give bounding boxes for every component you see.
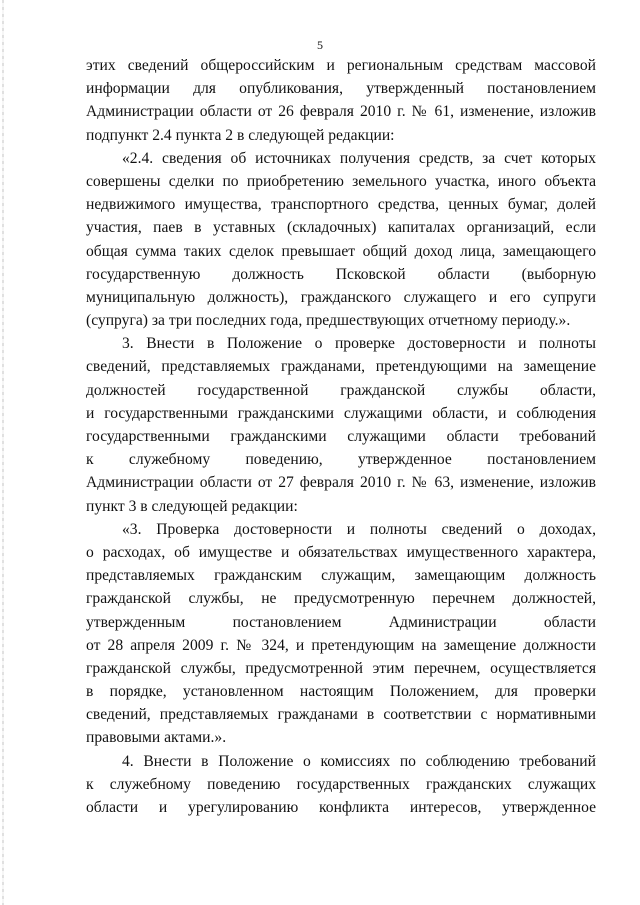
text-line: участия, паев в уставных (складочных) капиталах организаций, если bbox=[86, 219, 596, 237]
text-line: государственными гражданскими служащими области требований bbox=[86, 428, 596, 445]
text-line: области и урегулированию конфликта интересов, утвержденное bbox=[86, 799, 596, 816]
document-body bbox=[86, 54, 596, 819]
text-line: общая сумма таких сделок превышает общий доход лица, замещающего bbox=[86, 242, 596, 260]
text-line: информации для опубликования, утвержденный постановлением bbox=[86, 80, 596, 98]
paragraph bbox=[86, 54, 596, 147]
page-number: 5 bbox=[317, 38, 323, 52]
text-line: Администрации области от 27 февраля 2010 г. № 63, изменение, изложив bbox=[86, 474, 596, 492]
text-line: гражданской службы, не предусмотренную перечнем должностей, bbox=[86, 590, 596, 608]
text-line: к служебному поведению, утвержденное постановлением bbox=[86, 451, 596, 469]
text-line: сведений, представляемых гражданами, претендующими на замещение bbox=[86, 358, 596, 376]
text-line: к служебному поведению государственных гражданских служащих bbox=[86, 775, 596, 793]
text-line: правовыми актами.». bbox=[86, 729, 227, 747]
text-line: гражданской службы, предусмотренной этим перечнем, осуществляется bbox=[86, 659, 596, 677]
text-line: подпункт 2.4 пункта 2 в следующей редакции: bbox=[86, 126, 395, 144]
scan-edge-artifact bbox=[2, 0, 4, 905]
paragraph bbox=[86, 518, 596, 750]
text-line: пункт 3 в следующей редакции: bbox=[86, 497, 298, 515]
text-line: совершены сделки по приобретению земельного участка, иного объекта bbox=[86, 172, 596, 190]
paragraph bbox=[86, 332, 596, 518]
text-line: (супруга) за три последних года, предшествующих отчетному периоду.». bbox=[86, 312, 571, 330]
paragraph bbox=[86, 147, 596, 333]
paragraph bbox=[86, 750, 596, 820]
text-line: недвижимого имущества, транспортного средства, ценных бумаг, долей bbox=[86, 196, 596, 214]
text-line: представляемых гражданским служащим, замещающим должность bbox=[86, 567, 596, 585]
text-line: утвержденным постановлением Администрации области bbox=[86, 613, 596, 631]
text-line: от 28 апреля 2009 г. № 324, и претендующим на замещение должности bbox=[86, 636, 596, 654]
text-line: 4. Внести в Положение о комиссиях по соблюдению требований bbox=[122, 752, 596, 770]
text-line: «2.4. сведения об источниках получения средств, за счет которых bbox=[122, 149, 596, 167]
text-line: и государственными гражданскими служащими области, и соблюдения bbox=[86, 404, 596, 422]
text-line: должностей государственной гражданской службы области, bbox=[86, 381, 596, 399]
text-line: этих сведений общероссийским и региональным средствам массовой bbox=[86, 57, 596, 74]
text-line: Администрации области от 26 февраля 2010 г. № 61, изменение, изложив bbox=[86, 103, 596, 121]
text-line: о расходах, об имуществе и обязательствах имущественного характера, bbox=[86, 543, 596, 561]
text-line: «3. Проверка достоверности и полноты сведений о доходах, bbox=[122, 520, 596, 538]
text-line: в порядке, установленном настоящим Положением, для проверки bbox=[86, 683, 596, 701]
text-line: государственную должность Псковской области (выборную bbox=[86, 265, 596, 283]
text-line: муниципальную должность), гражданского служащего и его супруги bbox=[86, 288, 596, 306]
text-line: сведений, представляемых гражданами в соответствии с нормативными bbox=[86, 706, 596, 724]
text-line: 3. Внести в Положение о проверке достоверности и полноты bbox=[122, 335, 596, 353]
